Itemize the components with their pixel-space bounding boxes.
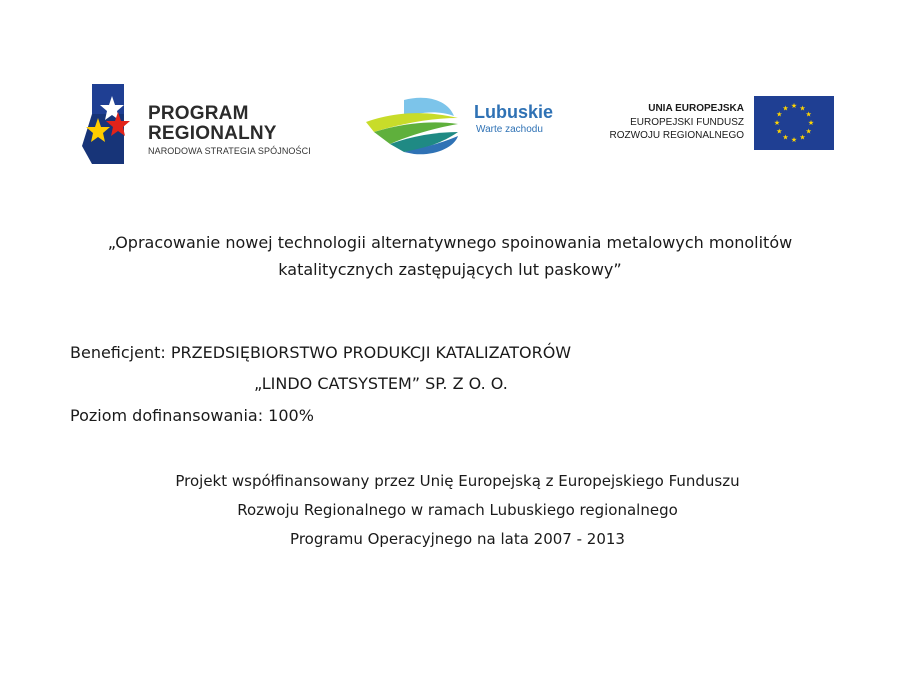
svg-text:★: ★: [782, 133, 789, 142]
svg-text:★: ★: [790, 136, 798, 144]
svg-text:★: ★: [776, 110, 783, 119]
lubuskie-logo: [364, 96, 564, 156]
lubuskie-name: Lubuskie: [474, 102, 554, 122]
cofinancing-note-line3: Programu Operacyjnego na lata 2007 - 2013: [290, 530, 625, 548]
cofinancing-note-line1: Projekt współfinansowany przez Unię Europejską z Europejskiego Funduszu: [175, 472, 740, 490]
svg-text:★: ★: [807, 119, 815, 127]
unia-europejska-line1: UNIA EUROPEJSKA: [648, 103, 744, 114]
svg-text:★: ★: [776, 127, 783, 136]
cofinancing-note: [100, 467, 815, 554]
funding-level-line: Poziom dofinansowania: 100%: [70, 406, 314, 425]
project-title-line2: katalitycznych zastępujących lut paskowy”: [278, 260, 622, 279]
unia-europejska-line2: EUROPEJSKI FUNDUSZ: [630, 117, 744, 128]
program-regionalny-subtitle: NARODOWA STRATEGIA SPÓJNOŚCI: [148, 146, 311, 156]
unia-europejska-line3: ROZWOJU REGIONALNEGO: [609, 130, 744, 141]
lubuskie-wave-logo: [364, 96, 468, 156]
cofinancing-note-line2: Rozwoju Regionalnego w ramach Lubuskiego regionalnego: [237, 501, 678, 519]
svg-text:★: ★: [773, 119, 781, 127]
program-regionalny-line2: REGIONALNY: [148, 123, 277, 144]
beneficiary-name-line: Beneficjent: PRZEDSIĘBIORSTWO PRODUKCJI KATALIZATORÓW: [70, 343, 572, 362]
program-regionalny-line1: PROGRAM: [148, 103, 249, 124]
program-regionalny-star-logo: [82, 84, 132, 164]
svg-text:★: ★: [790, 102, 798, 110]
svg-text:★: ★: [805, 127, 812, 136]
unia-europejska-logo: [600, 96, 836, 152]
program-regionalny-logo: [82, 84, 332, 164]
beneficiary-company-line: „LINDO CATSYSTEM” SP. Z O. O.: [254, 374, 508, 393]
project-title: [50, 229, 850, 283]
svg-text:★: ★: [782, 104, 789, 113]
svg-text:★: ★: [799, 104, 806, 113]
project-title-line1: „Opracowanie nowej technologii alternatywnego spoinowania metalowych monolitów: [107, 233, 793, 252]
eu-flag-icon: [754, 96, 834, 150]
svg-text:★: ★: [805, 110, 812, 119]
lubuskie-tagline: Warte zachodu: [476, 124, 543, 135]
svg-text:★: ★: [799, 133, 806, 142]
